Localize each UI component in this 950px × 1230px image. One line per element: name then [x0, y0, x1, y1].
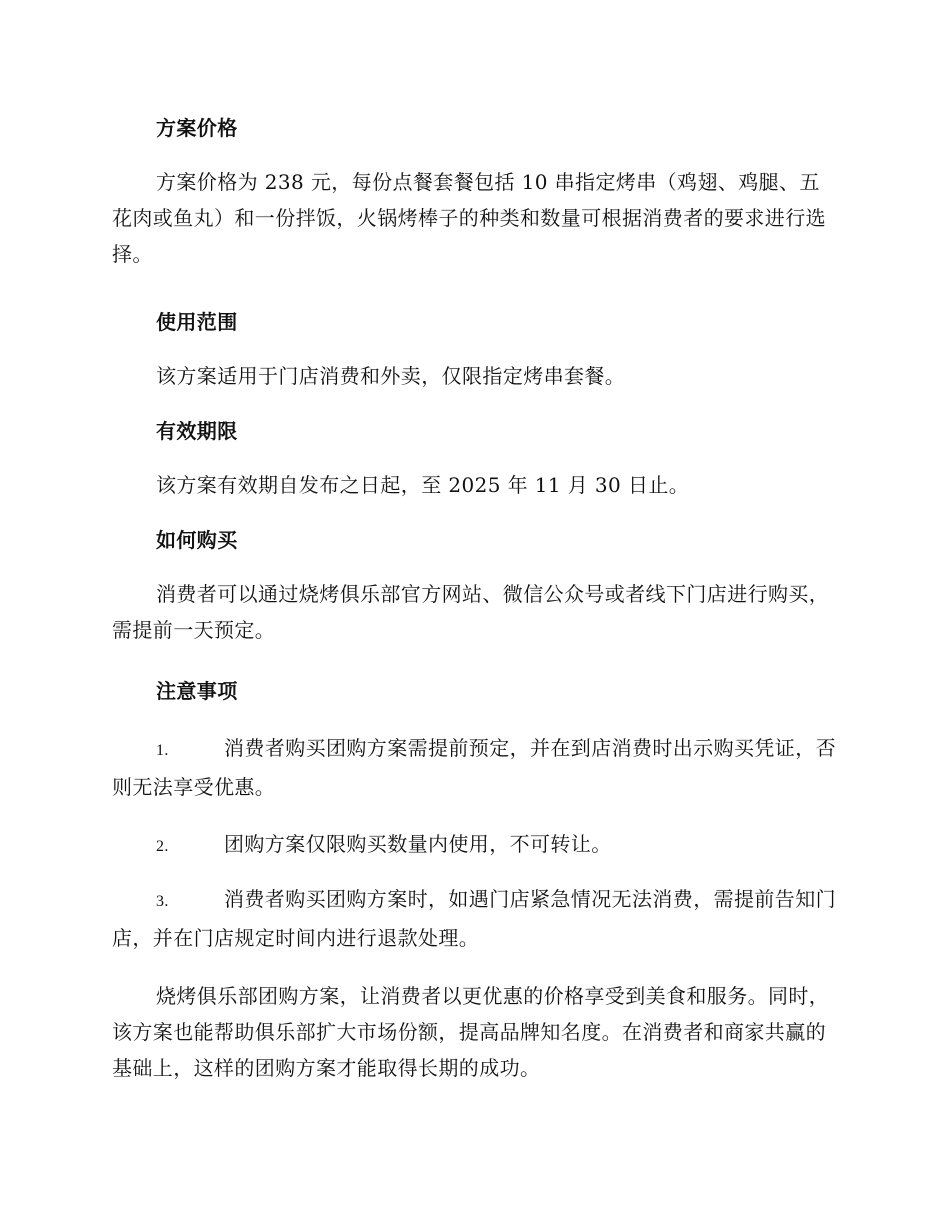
- list-item-text: 消费者购买团购方案需提前预定，并在到店消费时出示购买凭证，否则无法享受优惠。: [112, 736, 836, 799]
- section-body-purchase: 消费者可以通过烧烤俱乐部官方网站、微信公众号或者线下门店进行购买，需提前一天预定。: [112, 582, 830, 642]
- list-item: [112, 881, 837, 956]
- list-item-number: 2.: [156, 838, 169, 855]
- list-item-text: 团购方案仅限购买数量内使用，不可转让。: [224, 832, 612, 856]
- section-body-price: 方案价格为 238 元，每份点餐套餐包括 10 串指定烤串（鸡翅、鸡腿、五花肉或鱼丸）和一份拌饭，火锅烤棒子的种类和数量可根据消费者的要求进行选择。: [112, 170, 826, 266]
- section-heading-price: 方案价格: [156, 116, 238, 140]
- section-body-scope: 该方案适用于门店消费和外卖，仅限指定烤串套餐。: [156, 364, 626, 388]
- list-item-number: 3.: [156, 893, 169, 910]
- list-item-number: 1.: [156, 742, 169, 759]
- conclusion-paragraph: 烧烤俱乐部团购方案，让消费者以更优惠的价格享受到美食和服务。同时，该方案也能帮助俱乐部扩大市场份额，提高品牌知名度。在消费者和商家共赢的基础上，这样的团购方案才能取得长期的成功。: [112, 984, 830, 1080]
- section-heading-purchase: 如何购买: [156, 528, 238, 552]
- section-heading-validity: 有效期限: [156, 419, 238, 443]
- list-item-text: 消费者购买团购方案时，如遇门店紧急情况无法消费，需提前告知门店，并在门店规定时间内进行退款处理。: [112, 887, 836, 950]
- section-heading-scope: 使用范围: [156, 310, 238, 334]
- section-heading-notes: 注意事项: [156, 679, 238, 703]
- list-item: [112, 730, 837, 805]
- list-item: [112, 826, 837, 865]
- section-body-validity: 该方案有效期自发布之日起，至 2025 年 11 月 30 日止。: [156, 473, 690, 497]
